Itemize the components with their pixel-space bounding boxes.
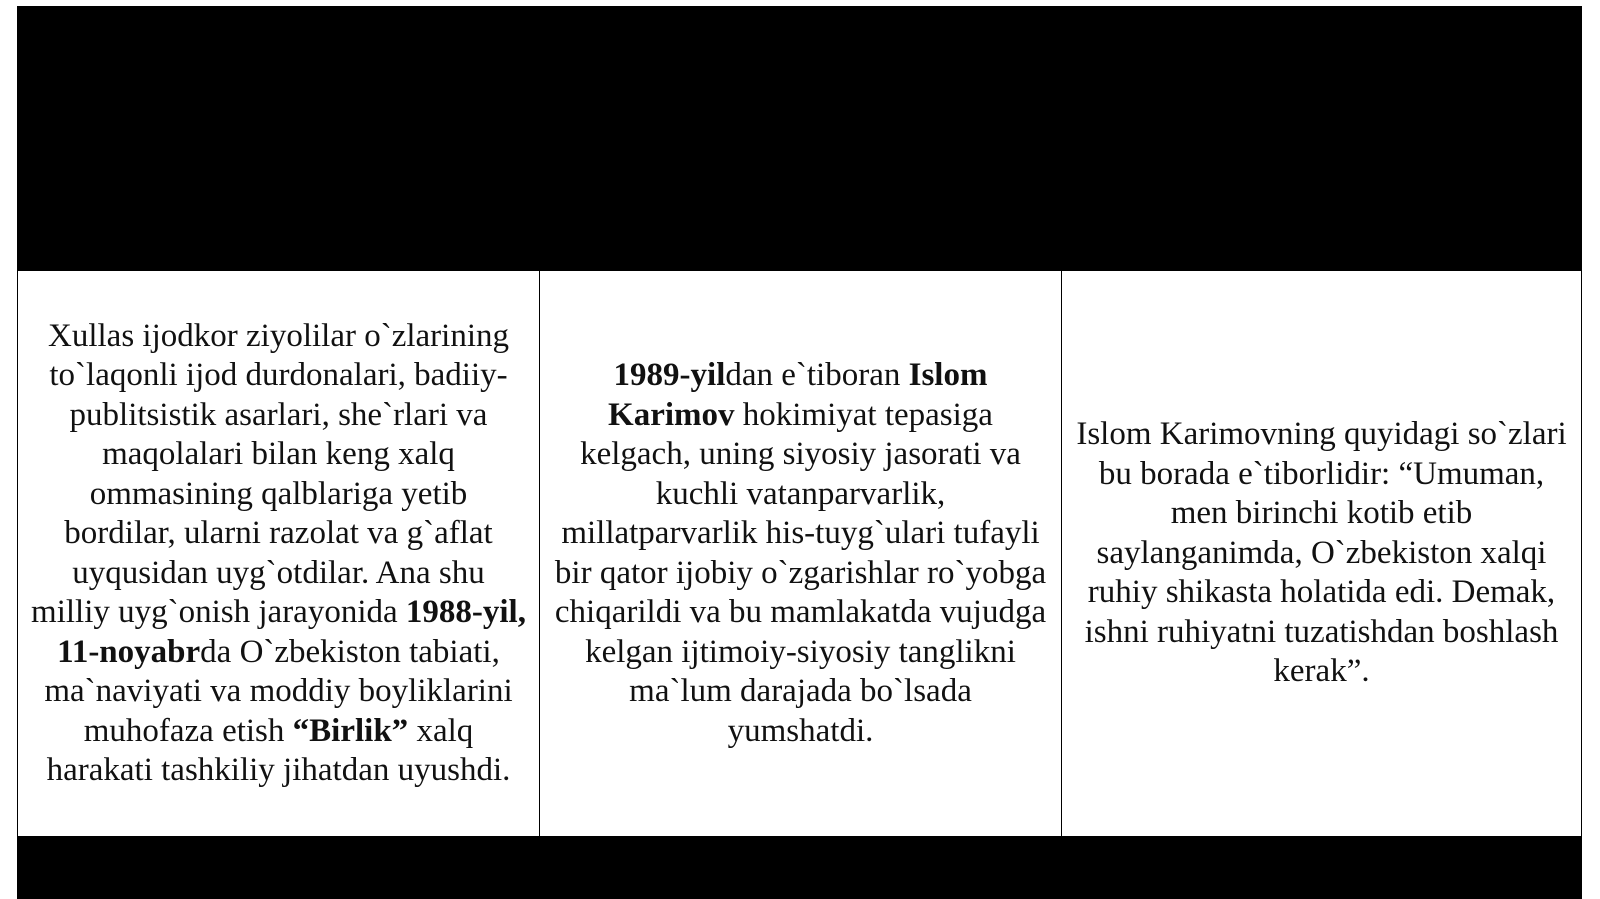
- text-run: dan e`tiboran: [725, 357, 909, 393]
- paragraph-karimov: [554, 356, 1047, 751]
- table-cell-2: [540, 271, 1061, 836]
- paragraph-quote: Islom Karimovning quyidagi so`zlari bu borada e`tiborlidir: “Umuman, men birinchi kotib etib saylanganimda, O`zbekiston xalqi ruhiy shikasta holatida edi. Demak, ishni ruhiyatni tuzatishdan boshlash kerak”.: [1076, 416, 1567, 690]
- bold-date: 1988-yil, 11-noyabr: [57, 594, 526, 670]
- text-run: hokimiyat tepasiga kelgach, uning siyosiy jasorati va kuchli vatanparvarlik, millatparvarlik his-tuyg`ulari tufayli bir qator ijobiy o`zgarishlar ro`yobga chiqarildi va bu mamlakatda vujudga kelgan ijtimoiy-siyosiy tanglikni ma`lum darajada bo`lsada yumshatdi.: [554, 396, 1047, 749]
- table-cell-1: [18, 271, 539, 836]
- text-run: Xullas ijodkor ziyolilar o`zlarining to`laqonli ijod durdonalari, badiiy-publitsistik asarlari, she`rlari va maqolalari bilan keng xalq ommasining qalblariga yetib bordilar, ularni razolat va g`aflat uyqusidan uyg`otdilar. Ana shu milliy uyg`onish jarayonida: [31, 317, 509, 630]
- bold-name: “Birlik”: [292, 712, 409, 749]
- table-cell-3: [1062, 271, 1581, 836]
- bold-date: 1989-yil: [613, 357, 726, 393]
- text-run: da O`zbekiston tabiati, ma`naviyati va moddiy boyliklarini muhofaza etish: [44, 633, 513, 749]
- bold-name: Islom Karimov: [608, 357, 988, 433]
- table-row: [17, 271, 1582, 836]
- paragraph-birlik: [30, 317, 527, 791]
- text-run: xalq harakati tashkiliy jihatdan uyushdi.: [46, 712, 511, 788]
